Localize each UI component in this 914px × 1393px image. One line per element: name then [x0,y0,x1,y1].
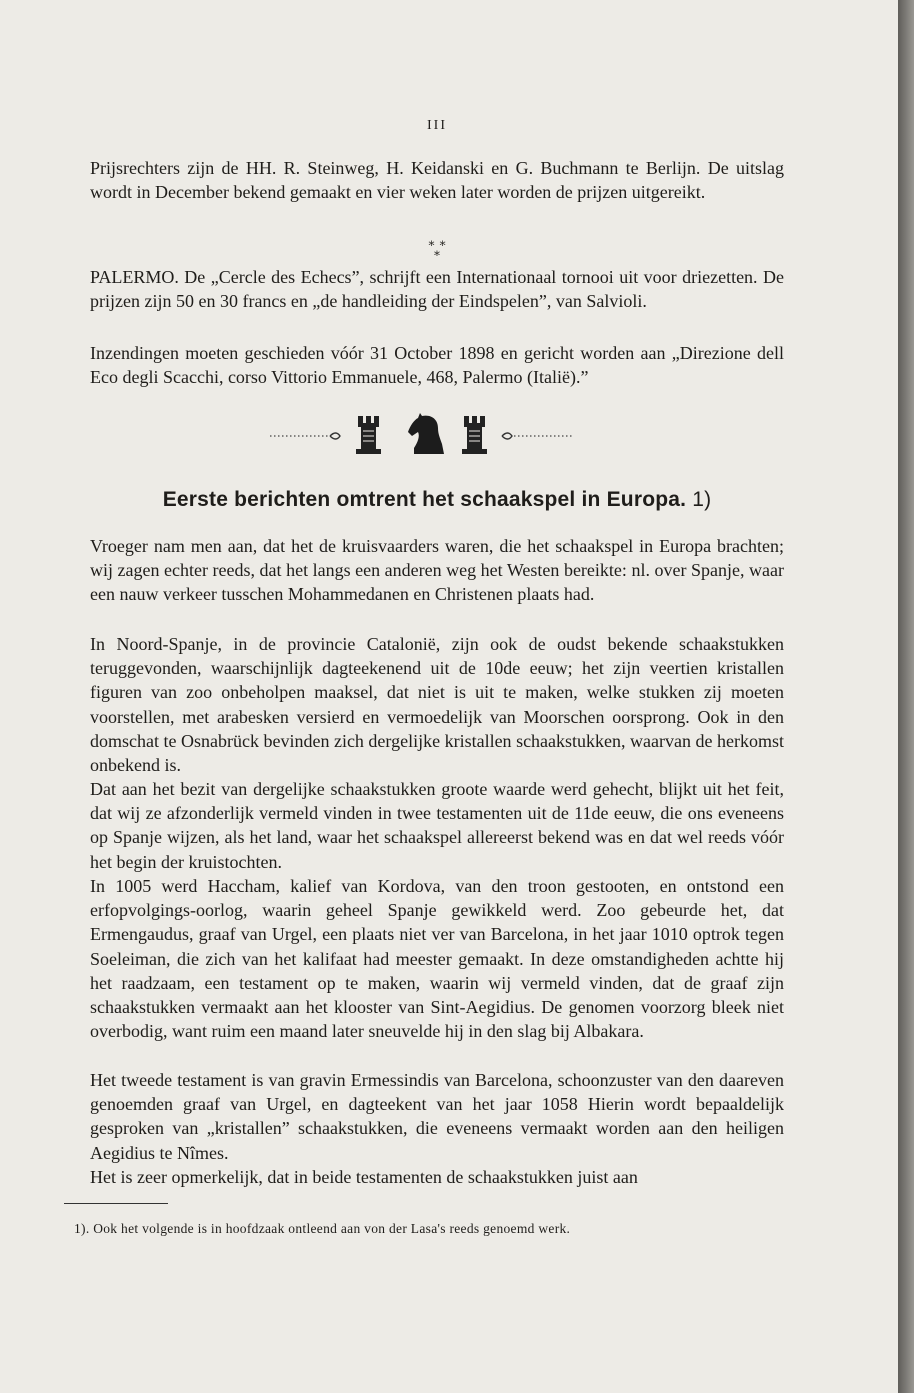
rook-icon [462,416,487,454]
body-paragraph: Het is zeer opmerkelijk, dat in beide testamenten de schaakstukken juist aan [90,1167,638,1187]
body-paragraph: Het tweede testament is van gravin Ermessindis van Barcelona, schoonzuster van den daareven genoemden graaf van Urgel, en dagteekent van het jaar 1058 Hierin wordt bepaaldelijk gesproken van „kristallen” schaakstukken, die eveneens vermaakt worden aan den heiligen Aegidius te Nîmes. [90,1070,784,1163]
footnote-rule [64,1203,168,1204]
knight-icon [408,413,444,454]
paragraph-jury: Prijsrechters zijn de HH. R. Steinweg, H. Keidanski en G. Buchmann te Berlijn. De uitslag wordt in December bekend gemaakt en vier weken later worden de prijzen uitgereikt. [90,158,784,203]
body-paragraph: In 1005 werd Haccham, kalief van Kordova, van den troon gestooten, en ontstond een erfopvolgings-oorlog, waarin geheel Spanje gewikkeld werd. Zoo gebeurde het, dat Ermengaudus, graaf van Urgel, een plaats niet ver van Barcelona, in het jaar 1010 optrok tegen Soeleiman, die zich van het kalifaat had meester gemaakt. In deze omstandigheden achtte hij het raadzaam, een testament op te maken, waarin wij vermeld vinden, dat de graaf zijn schaakstukken vermaakt aan het klooster van Sint-Aegidius. De genomen voorzorg bleek niet overbodig, want ruim een maand later sneuvelde hij in den slag bij Albakara. [90,876,784,1042]
body-paragraph: In Noord-Spanje, in de provincie Catalonië, zijn ook de oudst bekende schaakstukken teruggevonden, waarschijnlijk dagteekenend uit de 10de eeuw; het zijn veertien kristallen figuren van zoo onbeholpen maaksel, dat niet is uit te maken, welke stukken zij moeten voorstellen, met arabesken versierd en vermoedelijk van Moorschen oorsprong. Ook in den domschat te Osnabrück bevinden zich dergelijke kristallen schaakstukken, waarvan de herkomst onbekend is. [90,634,784,776]
section-heading [90,488,784,512]
heading-title: Eerste berichten omtrent het schaakspel in Europa. [162,488,687,511]
footnote: 1). Ook het volgende is in hoofdzaak ontleend aan von der Lasa's reeds genoemd werk. [74,1221,571,1236]
chess-ornament [90,410,784,460]
body-paragraph: Vroeger nam men aan, dat het de kruisvaarders waren, die het schaakspel in Europa brachten; wij zagen echter reeds, dat het langs een anderen weg het Westen bereikte: nl. over Spanje, waar een nauw verkeer tusschen Mohammedanen en Christenen plaats had. [90,536,784,605]
footnote-reference: 1) [692,488,712,511]
rook-icon [356,416,381,454]
asterism: ∗ ∗ ∗ [427,236,447,260]
paragraph-palermo: PALERMO. De „Cercle des Echecs”, schrijft een Internationaal tornooi uit voor driezetten. De prijzen zijn 50 en 30 francs en „de handleiding der Eindspelen”, van Salvioli. [90,267,784,312]
page-edge [898,0,914,1393]
paragraph-submissions: Inzendingen moeten geschieden vóór 31 October 1898 en gericht worden aan „Direzione dell Eco degli Scacchi, corso Vittorio Emmanuele, 468, Palermo (Italië).” [90,343,784,388]
body-paragraph: Dat aan het bezit van dergelijke schaakstukken groote waarde werd gehecht, blijkt uit het feit, dat wij ze afzonderlijk vermeld vinden in twee testamenten uit de 11de eeuw, die ons eveneens op Spanje wijzen, als het land, waar het schaakspel allereerst bekend was en dat wel reeds vóór het begin der kruistochten. [90,779,784,872]
page-number: III [427,118,447,133]
